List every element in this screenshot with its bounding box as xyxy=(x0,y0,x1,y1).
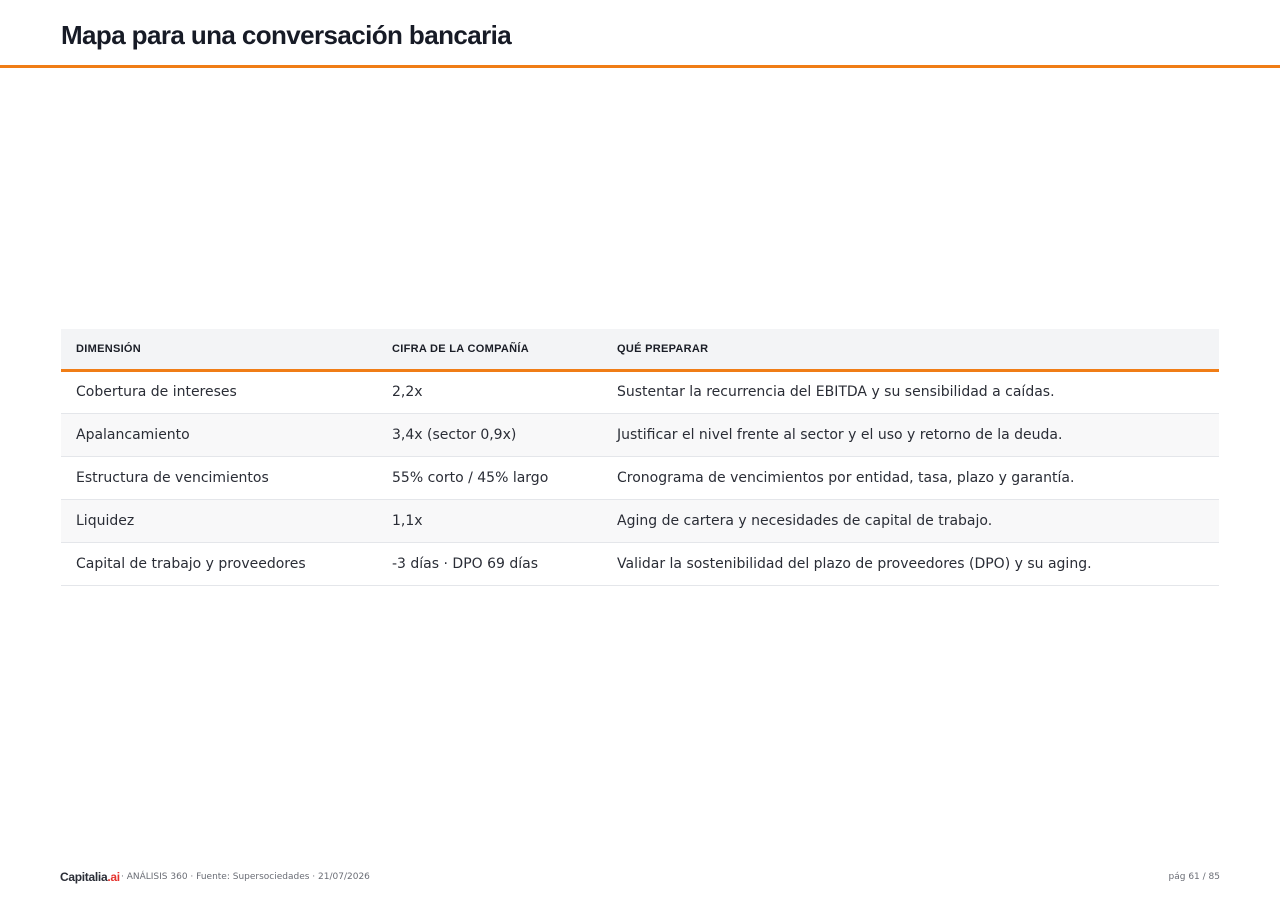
brand-name: Capitalia xyxy=(60,870,108,884)
cell-what-to-prepare: Cronograma de vencimientos por entidad, tasa, plazo y garantía. xyxy=(602,456,1219,499)
cell-company-figure: 1,1x xyxy=(377,499,602,542)
cell-what-to-prepare: Justificar el nivel frente al sector y el uso y retorno de la deuda. xyxy=(602,413,1219,456)
cell-dimension: Liquidez xyxy=(61,499,377,542)
table-header-row xyxy=(61,329,1219,370)
cell-dimension: Cobertura de intereses xyxy=(61,370,377,413)
cell-dimension: Apalancamiento xyxy=(61,413,377,456)
table-row xyxy=(61,370,1219,413)
cell-what-to-prepare: Aging de cartera y necesidades de capital de trabajo. xyxy=(602,499,1219,542)
table-row xyxy=(61,456,1219,499)
cell-company-figure: 3,4x (sector 0,9x) xyxy=(377,413,602,456)
footer-source: · ANÁLISIS 360 · Fuente: Supersociedades · 21/07/2026 xyxy=(121,872,370,882)
cell-what-to-prepare: Validar la sostenibilidad del plazo de proveedores (DPO) y su aging. xyxy=(602,542,1219,585)
banking-map-table-container xyxy=(61,329,1219,586)
cell-company-figure: 55% corto / 45% largo xyxy=(377,456,602,499)
table-row xyxy=(61,542,1219,585)
banking-map-table xyxy=(61,329,1219,586)
cell-company-figure: 2,2x xyxy=(377,370,602,413)
column-header-dimension: DIMENSIÓN xyxy=(61,329,377,370)
brand-logo xyxy=(60,870,120,884)
cell-dimension: Capital de trabajo y proveedores xyxy=(61,542,377,585)
column-header-what-to-prepare: QUÉ PREPARAR xyxy=(602,329,1219,370)
page-footer xyxy=(60,868,1220,886)
cell-company-figure: -3 días · DPO 69 días xyxy=(377,542,602,585)
table-header xyxy=(61,329,1219,370)
column-header-company-figure: CIFRA DE LA COMPAÑÍA xyxy=(377,329,602,370)
cell-what-to-prepare: Sustentar la recurrencia del EBITDA y su sensibilidad a caídas. xyxy=(602,370,1219,413)
table-row xyxy=(61,413,1219,456)
table-body xyxy=(61,370,1219,585)
page-title: Mapa para una conversación bancaria xyxy=(61,20,512,50)
table-row xyxy=(61,499,1219,542)
brand-suffix: .ai xyxy=(107,870,120,884)
cell-dimension: Estructura de vencimientos xyxy=(61,456,377,499)
page-header xyxy=(0,0,1280,68)
page-number: pág 61 / 85 xyxy=(1168,872,1220,882)
